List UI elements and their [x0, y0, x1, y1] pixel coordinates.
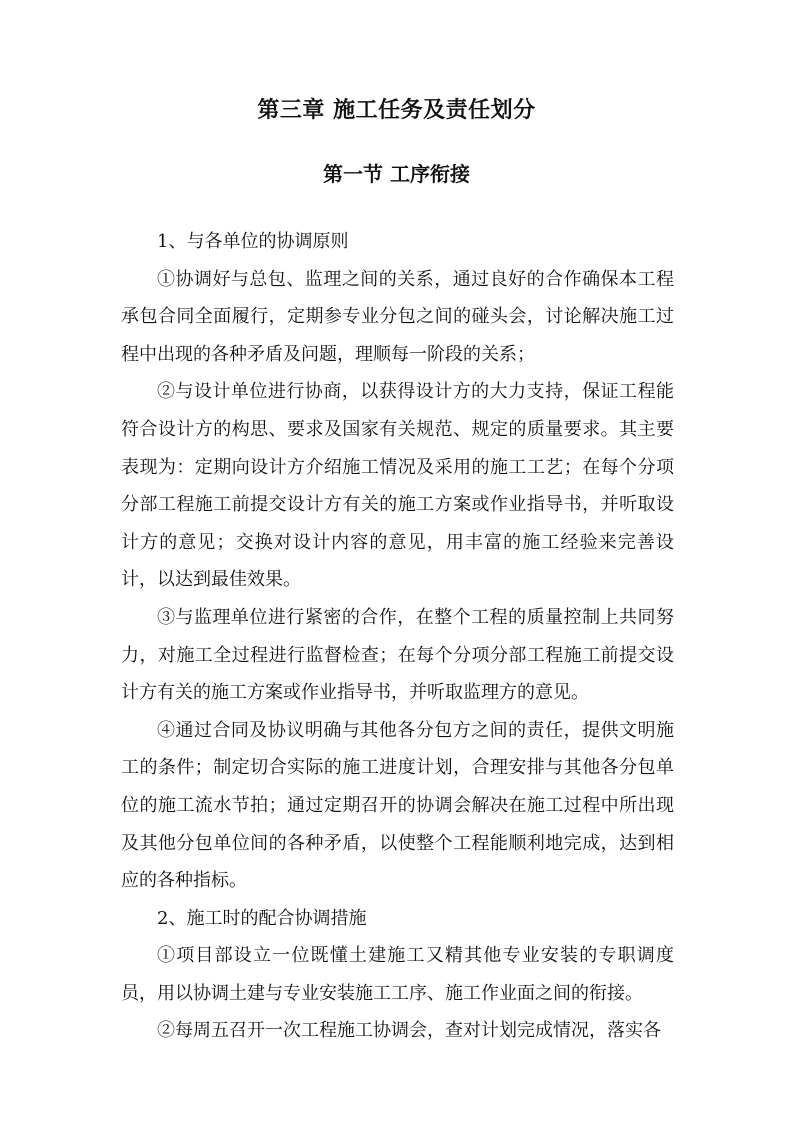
paragraph: ④通过合同及协议明确与其他各分包方之间的责任，提供文明施工的条件；制定切合实际的施工进度计划，合理安排与其他各分包单位的施工流水节拍；通过定期召开的协调会解决在施工过程中所出现及其他分包单位间的各种矛盾，以使整个工程能顺利地完成，达到相应的各种指标。 [121, 719, 674, 892]
paragraph-heading-2: 2、施工时的配合协调措施 [157, 907, 367, 929]
paragraph: ②每周五召开一次工程施工协调会，查对计划完成情况，落实各 [157, 1020, 661, 1042]
section-title: 第一节 工序衔接 [323, 162, 470, 186]
chapter-title: 第三章 施工任务及责任划分 [257, 97, 536, 123]
document-body [121, 223, 674, 1050]
paragraph: ②与设计单位进行协商，以获得设计方的大力支持，保证工程能符合设计方的构思、要求及国家有关规范、规定的质量要求。其主要表现为：定期向设计方介绍施工情况及采用的施工工艺；在每个分项分部工程施工前提交设计方有关的施工方案或作业指导书，并听取设计方的意见；交换对设计内容的意见，用丰富的施工经验来完善设计，以达到最佳效果。 [121, 381, 674, 591]
paragraph: ③与监理单位进行紧密的合作，在整个工程的质量控制上共同努力，对施工全过程进行监督检查；在每个分项分部工程施工前提交设计方有关的施工方案或作业指导书，并听取监理方的意见。 [121, 606, 674, 704]
paragraph: ①项目部设立一位既懂土建施工又精其他专业安装的专职调度员，用以协调土建与专业安装施工工序、施工作业面之间的衔接。 [121, 945, 674, 1004]
paragraph-heading-1: 1、与各单位的协调原则 [157, 231, 349, 252]
paragraph: ①协调好与总包、监理之间的关系，通过良好的合作确保本工程承包合同全面履行，定期参专业分包之间的碰头会，讨论解决施工过程中出现的各种矛盾及问题，理顺每一阶段的关系； [121, 268, 674, 365]
